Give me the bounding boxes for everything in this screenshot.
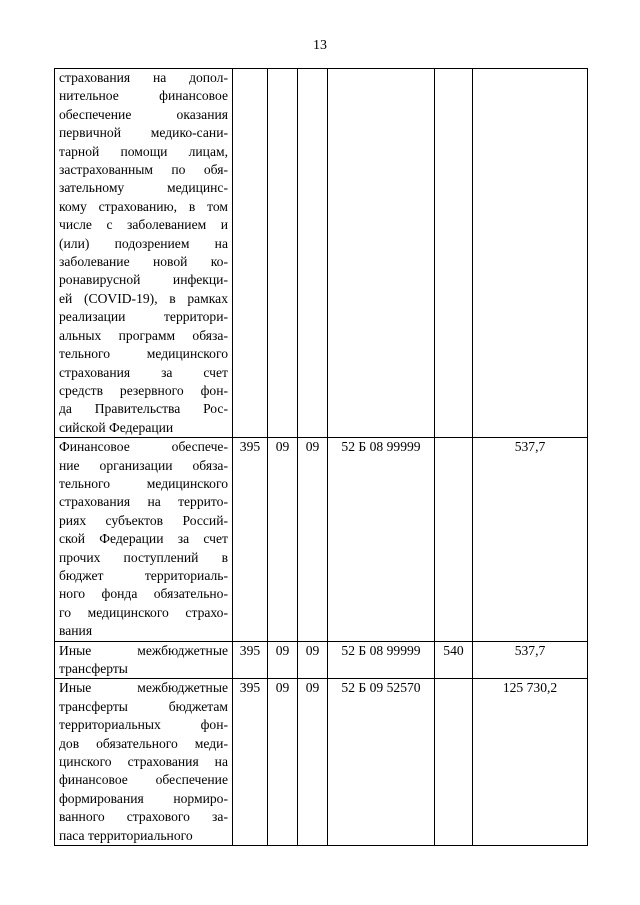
description-line: финансовое обеспечение <box>59 772 228 788</box>
row-description <box>55 641 233 679</box>
budget-table <box>54 68 588 846</box>
description-line: ванного страхового за- <box>59 809 228 825</box>
page-number: 13 <box>313 38 327 53</box>
description-line: да Правительства Рос- <box>59 401 228 417</box>
description-line: трансферты бюджетам <box>59 698 228 714</box>
description-line: ронавирусной инфекци- <box>59 272 228 288</box>
target-article-cell: 52 Б 08 99999 <box>328 438 435 641</box>
amount-cell: 125 730,2 <box>473 679 588 846</box>
expense-type-cell <box>435 679 473 846</box>
description-line: паса территориального <box>59 827 193 843</box>
target-article-cell <box>328 69 435 438</box>
row-description <box>55 69 233 438</box>
section-code-cell: 09 <box>268 641 298 679</box>
description-line: прочих поступлений в <box>59 549 228 565</box>
ministry-code-cell: 395 <box>233 679 268 846</box>
amount-cell: 537,7 <box>473 641 588 679</box>
description-line: страхования за счет <box>59 364 228 380</box>
description-line: тельного медицинского <box>59 346 228 362</box>
description-line: нительное финансовое <box>59 88 228 104</box>
description-line: тарной помощи лицам, <box>59 143 228 159</box>
expense-type-cell <box>435 438 473 641</box>
target-article-cell: 52 Б 09 52570 <box>328 679 435 846</box>
description-line: ние организации обяза- <box>59 457 228 473</box>
table-row <box>55 438 588 641</box>
description-line: числе с заболеванием и <box>59 217 228 233</box>
description-line: тельного медицинского <box>59 475 228 491</box>
description-line: ей (COVID-19), в рамках <box>59 290 228 306</box>
subsection-code-cell: 09 <box>298 438 328 641</box>
expense-type-cell <box>435 69 473 438</box>
section-code-cell: 09 <box>268 438 298 641</box>
table-row <box>55 641 588 679</box>
amount-cell: 537,7 <box>473 438 588 641</box>
description-line: зательному медицинс- <box>59 180 228 196</box>
description-line: реализации территори- <box>59 309 228 325</box>
description-line: трансферты <box>59 661 128 676</box>
table-row <box>55 69 588 438</box>
description-line: цинского страхования на <box>59 754 228 770</box>
description-line: дов обязательного меди- <box>59 735 228 751</box>
description-line: Иные межбюджетные <box>59 642 228 658</box>
subsection-code-cell <box>298 69 328 438</box>
amount-cell <box>473 69 588 438</box>
section-code-cell <box>268 69 298 438</box>
description-line: страхования на террито- <box>59 494 228 510</box>
description-line: альных программ обяза- <box>59 327 228 343</box>
expense-type-cell: 540 <box>435 641 473 679</box>
description-line: заболевание новой ко- <box>59 254 228 270</box>
row-description <box>55 438 233 641</box>
description-line: обеспечение оказания <box>59 106 228 122</box>
description-line: го медицинского страхо- <box>59 604 228 620</box>
ministry-code-cell <box>233 69 268 438</box>
description-line: ного фонда обязательно- <box>59 586 228 602</box>
description-line: средств резервного фон- <box>59 382 228 398</box>
description-line: территориальных фон- <box>59 717 228 733</box>
description-line: вания <box>59 623 93 639</box>
description-line: бюджет территориаль- <box>59 567 228 583</box>
description-line: формирования нормиро- <box>59 790 228 806</box>
target-article-cell: 52 Б 08 99999 <box>328 641 435 679</box>
subsection-code-cell: 09 <box>298 679 328 846</box>
description-line: страхования на допол- <box>59 70 228 85</box>
description-line: сийской Федерации <box>59 419 174 435</box>
description-line: (или) подозрением на <box>59 235 228 251</box>
subsection-code-cell: 09 <box>298 641 328 679</box>
section-code-cell: 09 <box>268 679 298 846</box>
description-line: первичной медико-сани- <box>59 125 228 141</box>
description-line: Финансовое обеспече- <box>59 439 228 455</box>
row-description <box>55 679 233 846</box>
description-line: кому страхованию, в том <box>59 198 228 214</box>
description-line: Иные межбюджетные <box>59 680 228 696</box>
description-line: риях субъектов Россий- <box>59 512 228 528</box>
description-line: ской Федерации за счет <box>59 531 228 547</box>
description-line: застрахованным по обя- <box>59 162 228 178</box>
ministry-code-cell: 395 <box>233 641 268 679</box>
ministry-code-cell: 395 <box>233 438 268 641</box>
table-row <box>55 679 588 846</box>
